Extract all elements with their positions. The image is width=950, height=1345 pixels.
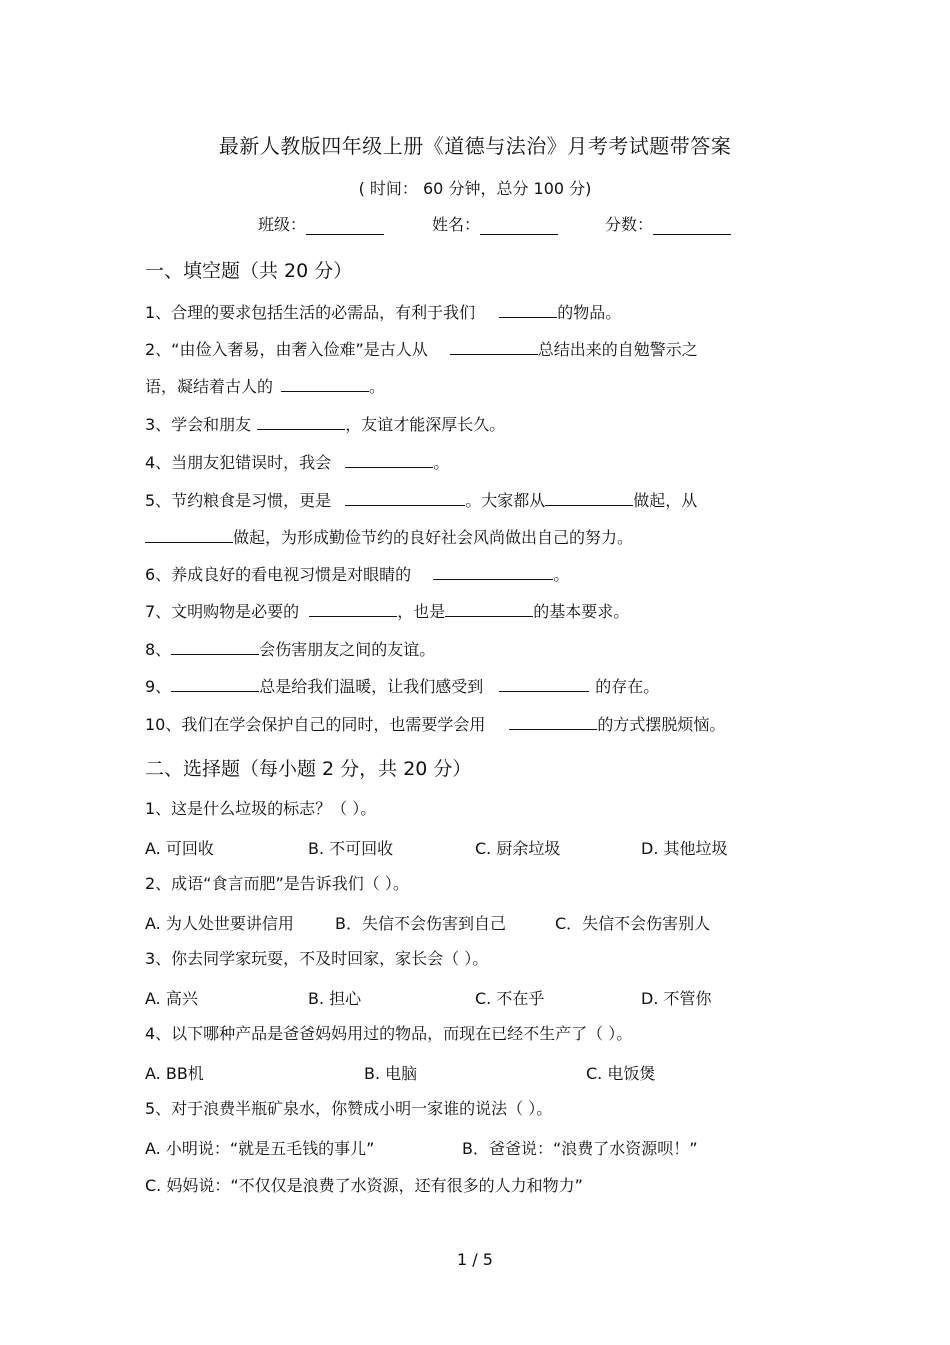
choice-question-3-stem: 3、你去同学家玩耍，不及时回家，家长会（ ）。 bbox=[145, 949, 489, 968]
fill-question-4 bbox=[145, 450, 449, 474]
page-title: 最新人教版四年级上册《道德与法治》月考考试题带答案 bbox=[218, 134, 732, 158]
choice-option-a[interactable]: A. 小明说：“就是五毛钱的事儿” bbox=[145, 1139, 375, 1158]
choice-option-d[interactable]: D. 其他垃圾 bbox=[641, 839, 728, 858]
fill-question-2 bbox=[145, 337, 698, 361]
question-text: ，友谊才能深厚长久。 bbox=[345, 415, 506, 434]
fill-question-5 bbox=[145, 488, 697, 512]
answer-blank[interactable] bbox=[345, 488, 465, 506]
question-text: 10、我们在学会保护自己的同时，也需要学会用 bbox=[145, 715, 486, 734]
question-text: ，也是 bbox=[397, 602, 446, 621]
question-text: 的存在。 bbox=[595, 677, 660, 696]
answer-blank[interactable] bbox=[171, 637, 259, 655]
answer-blank[interactable] bbox=[309, 599, 397, 617]
score-label: 分数： bbox=[605, 215, 654, 234]
answer-blank[interactable] bbox=[345, 450, 433, 468]
choice-option-c[interactable]: C. 电饭煲 bbox=[586, 1064, 656, 1083]
choice-question-2-stem: 2、成语“食言而肥”是告诉我们（ ）。 bbox=[145, 874, 409, 893]
choice-option-a[interactable]: A. 为人处世要讲信用 bbox=[145, 914, 294, 933]
question-text: 。 bbox=[433, 453, 450, 472]
class-field bbox=[258, 212, 384, 235]
student-info-row bbox=[0, 212, 950, 236]
choice-option-d[interactable]: D. 不管你 bbox=[641, 989, 712, 1008]
answer-blank[interactable] bbox=[499, 674, 589, 692]
score-field bbox=[605, 212, 731, 235]
fill-question-10 bbox=[145, 712, 725, 736]
score-blank[interactable] bbox=[653, 216, 731, 235]
fill-question-5-cont bbox=[145, 525, 633, 549]
choice-option-b[interactable]: B. 不可回收 bbox=[308, 839, 394, 858]
question-text: 的基本要求。 bbox=[533, 602, 630, 621]
choice-option-c[interactable]: C. 厨余垃圾 bbox=[475, 839, 561, 858]
answer-blank[interactable] bbox=[433, 562, 553, 580]
choice-question-5-stem: 5、对于浪费半瓶矿泉水，你赞成小明一家谁的说法（ ）。 bbox=[145, 1099, 553, 1118]
fill-question-2-cont bbox=[145, 374, 385, 398]
answer-blank[interactable] bbox=[509, 712, 597, 730]
section1-heading: 一、填空题（共 20 分） bbox=[145, 260, 353, 282]
page-number: 1 / 5 bbox=[457, 1250, 493, 1269]
question-text: 总是给我们温暖，让我们感受到 bbox=[259, 677, 484, 696]
question-text: 语，凝结着古人的 bbox=[145, 377, 274, 396]
choice-option-c[interactable]: C. 不在乎 bbox=[475, 989, 545, 1008]
fill-question-9 bbox=[145, 674, 659, 698]
choice-option-c[interactable]: C．失信不会伤害别人 bbox=[555, 914, 711, 933]
fill-question-8 bbox=[145, 637, 435, 661]
answer-blank[interactable] bbox=[499, 300, 557, 318]
question-text: 6、养成良好的看电视习惯是对眼睛的 bbox=[145, 565, 412, 584]
choice-option-c[interactable]: C. 妈妈说：“不仅仅是浪费了水资源，还有很多的人力和物力” bbox=[145, 1176, 583, 1195]
class-blank[interactable] bbox=[306, 216, 384, 235]
name-field bbox=[432, 212, 558, 235]
choice-option-a[interactable]: A. 高兴 bbox=[145, 989, 198, 1008]
question-text: 总结出来的自勉警示之 bbox=[537, 340, 698, 359]
name-label: 姓名： bbox=[432, 215, 481, 234]
fill-question-3 bbox=[145, 412, 505, 436]
question-text: 的方式摆脱烦恼。 bbox=[597, 715, 726, 734]
answer-blank[interactable] bbox=[450, 337, 538, 355]
name-blank[interactable] bbox=[480, 216, 558, 235]
question-text: 做起，为形成勤俭节约的良好社会风尚做出自己的努力。 bbox=[233, 528, 634, 547]
choice-option-a[interactable]: A. 可回收 bbox=[145, 839, 214, 858]
fill-question-1 bbox=[145, 300, 621, 324]
question-text: 8、 bbox=[145, 640, 172, 659]
question-text: 。 bbox=[369, 377, 386, 396]
question-text: 3、学会和朋友 bbox=[145, 415, 252, 434]
question-text: 7、文明购物是必要的 bbox=[145, 602, 300, 621]
question-text: 9、 bbox=[145, 677, 172, 696]
question-text: 会伤害朋友之间的友谊。 bbox=[259, 640, 436, 659]
choice-option-b[interactable]: B. 担心 bbox=[308, 989, 362, 1008]
choice-question-1-stem: 1、这是什么垃圾的标志？（ ）。 bbox=[145, 799, 377, 818]
question-text: 5、节约粮食是习惯，更是 bbox=[145, 491, 332, 510]
answer-blank[interactable] bbox=[257, 412, 345, 430]
choice-option-b[interactable]: B．失信不会伤害到自己 bbox=[335, 914, 506, 933]
answer-blank[interactable] bbox=[145, 525, 233, 543]
answer-blank[interactable] bbox=[545, 488, 633, 506]
choice-question-4-stem: 4、以下哪种产品是爸爸妈妈用过的物品，而现在已经不生产了（ ）。 bbox=[145, 1024, 633, 1043]
fill-question-7 bbox=[145, 599, 629, 623]
question-text: 做起，从 bbox=[633, 491, 698, 510]
question-text: 。 bbox=[553, 565, 570, 584]
choice-option-b[interactable]: B. 电脑 bbox=[364, 1064, 418, 1083]
question-text: 的物品。 bbox=[557, 303, 622, 322]
question-text: 。大家都从 bbox=[465, 491, 546, 510]
answer-blank[interactable] bbox=[445, 599, 533, 617]
exam-time-score: ( 时间： 60 分钟，总分 100 分) bbox=[358, 179, 592, 198]
fill-question-6 bbox=[145, 562, 569, 586]
answer-blank[interactable] bbox=[171, 674, 259, 692]
answer-blank[interactable] bbox=[281, 374, 369, 392]
section2-heading: 二、选择题（每小题 2 分，共 20 分） bbox=[145, 758, 472, 780]
class-label: 班级： bbox=[258, 215, 307, 234]
question-text: 1、合理的要求包括生活的必需品，有利于我们 bbox=[145, 303, 476, 322]
choice-option-a[interactable]: A. BB机 bbox=[145, 1064, 204, 1083]
question-text: 4、当朋友犯错误时，我会 bbox=[145, 453, 332, 472]
choice-option-b[interactable]: B．爸爸说：“浪费了水资源呗！” bbox=[462, 1139, 698, 1158]
question-text: 2、“由俭入奢易，由奢入俭难”是古人从 bbox=[145, 340, 428, 359]
